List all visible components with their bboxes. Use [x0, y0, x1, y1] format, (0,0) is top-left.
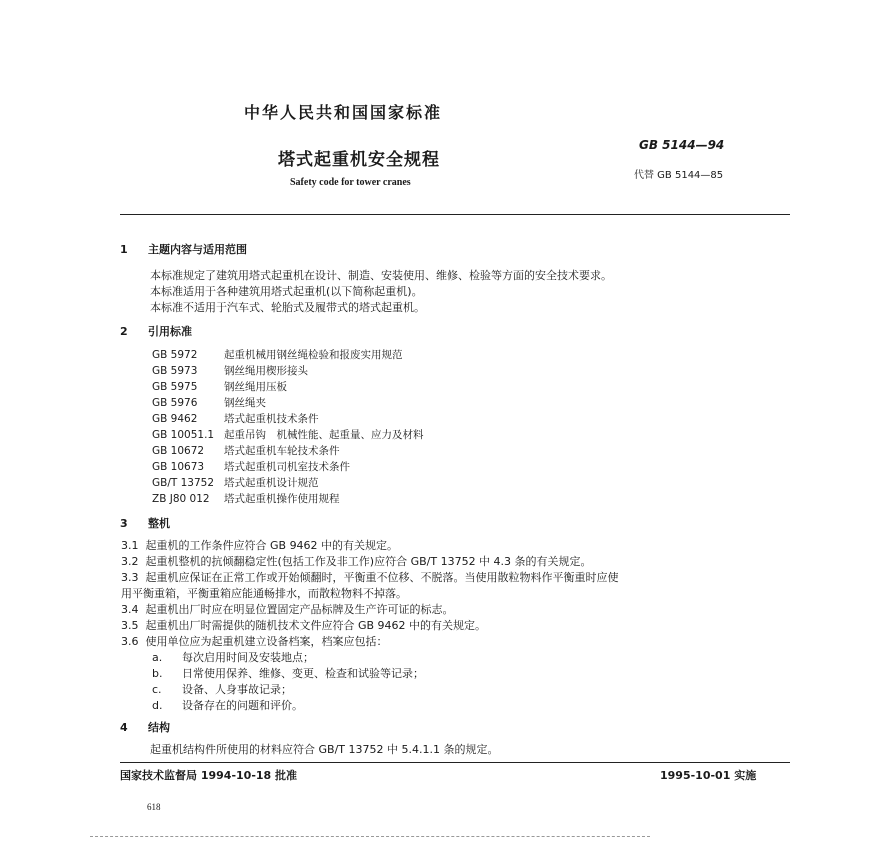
- clause-number: 3.4: [121, 603, 139, 616]
- clause: [121, 601, 454, 617]
- reference-title: 塔式起重机设计规范: [224, 477, 319, 489]
- clause-text: 起重机整机的抗倾翻稳定性(包括工作及非工作)应符合 GB/T 13752 中 4.3 条的有关规定。: [145, 555, 592, 568]
- reference-title: 塔式起重机车轮技术条件: [224, 445, 340, 457]
- reference-title: 钢丝绳夹: [224, 397, 266, 409]
- section-3-heading: [120, 515, 170, 531]
- paragraph: 本标准规定了建筑用塔式起重机在设计、制造、安装使用、维修、检验等方面的安全技术要求。: [150, 269, 612, 282]
- section-number: 4: [120, 721, 128, 734]
- list-item: [152, 649, 314, 665]
- list-item-label: b.: [152, 667, 163, 680]
- list-item-label: a.: [152, 651, 163, 664]
- reference-code: GB/T 13752: [152, 477, 215, 489]
- list-item: [152, 665, 424, 681]
- reference-item: [152, 363, 308, 378]
- reference-title: 起重吊钩 机械性能、起重量、应力及材料: [224, 429, 424, 441]
- paragraph: 起重机结构件所使用的材料应符合 GB/T 13752 中 5.4.1.1 条的规定。: [150, 743, 499, 756]
- clause: [121, 633, 388, 649]
- section-4-heading: [120, 719, 170, 735]
- reference-item: [152, 379, 287, 394]
- reference-code: GB 5972: [152, 349, 198, 361]
- clause-number: 3.5: [121, 619, 139, 632]
- document-subtitle: Safety code for tower cranes: [290, 177, 411, 188]
- standard-code: GB 5144—94: [639, 138, 725, 152]
- clause-number: 3.2: [121, 555, 139, 568]
- reference-title: 钢丝绳用楔形接头: [224, 365, 308, 377]
- clause-continuation: 用平衡重箱，平衡重箱应能通畅排水，而散粒物料不掉落。: [121, 587, 407, 600]
- clause: [121, 617, 486, 633]
- page-number: 618: [147, 802, 161, 812]
- list-item-text: 每次启用时间及安装地点；: [182, 651, 314, 664]
- reference-item: [152, 347, 403, 362]
- reference-code: ZB J80 012: [152, 493, 210, 505]
- clause: [121, 537, 398, 553]
- reference-item: [152, 491, 340, 506]
- reference-code: GB 5975: [152, 381, 198, 393]
- replaces-note: 代替 GB 5144—85: [634, 170, 724, 181]
- reference-title: 塔式起重机技术条件: [224, 413, 319, 425]
- clause: [121, 553, 592, 569]
- national-standard-heading: 中华人民共和国国家标准: [244, 103, 443, 122]
- section-title: 主题内容与适用范围: [148, 243, 247, 256]
- document-title: 塔式起重机安全规程: [278, 150, 440, 170]
- reference-item: [152, 395, 266, 410]
- reference-title: 塔式起重机操作使用规程: [224, 493, 340, 505]
- reference-title: 起重机械用钢丝绳检验和报废实用规范: [224, 349, 403, 361]
- footer-rule: [120, 762, 790, 763]
- reference-title: 钢丝绳用压板: [224, 381, 287, 393]
- clause-number: 3.1: [121, 539, 139, 552]
- scan-artifact-line: [90, 836, 650, 837]
- list-item-text: 设备存在的问题和评价。: [182, 699, 303, 712]
- clause-text: 起重机应保证在正常工作或开始倾翻时，平衡重不位移、不脱落。当使用散粒物料作平衡重时应使: [145, 571, 619, 584]
- reference-code: GB 10051.1: [152, 429, 215, 441]
- reference-item: [152, 475, 319, 490]
- clause-number: 3.6: [121, 635, 139, 648]
- reference-code: GB 10673: [152, 461, 205, 473]
- section-title: 整机: [148, 517, 170, 530]
- section-2-heading: [120, 323, 192, 339]
- clause-number: 3.3: [121, 571, 139, 584]
- list-item-text: 日常使用保养、维修、变更、检查和试验等记录；: [182, 667, 424, 680]
- paragraph: 本标准适用于各种建筑用塔式起重机(以下简称起重机)。: [150, 285, 423, 298]
- list-item: [152, 697, 303, 713]
- section-1-heading: [120, 241, 247, 257]
- section-number: 2: [120, 325, 128, 338]
- clause-text: 起重机出厂时需提供的随机技术文件应符合 GB 9462 中的有关规定。: [145, 619, 487, 632]
- approval-note: 国家技术监督局 1994-10-18 批准: [120, 769, 298, 782]
- clause-text: 起重机的工作条件应符合 GB 9462 中的有关规定。: [145, 539, 399, 552]
- section-title: 结构: [148, 721, 170, 734]
- list-item-label: c.: [152, 683, 162, 696]
- list-item-text: 设备、人身事故记录；: [182, 683, 292, 696]
- reference-item: [152, 411, 319, 426]
- section-number: 1: [120, 243, 128, 256]
- reference-code: GB 5973: [152, 365, 198, 377]
- effective-date: 1995-10-01 实施: [660, 769, 757, 782]
- reference-item: [152, 427, 424, 442]
- reference-item: [152, 443, 340, 458]
- clause-text: 起重机出厂时应在明显位置固定产品标牌及生产许可证的标志。: [145, 603, 454, 616]
- header-rule: [120, 214, 790, 215]
- reference-title: 塔式起重机司机室技术条件: [224, 461, 350, 473]
- list-item-label: d.: [152, 699, 163, 712]
- reference-code: GB 10672: [152, 445, 205, 457]
- section-title: 引用标准: [148, 325, 192, 338]
- clause: [121, 569, 619, 585]
- section-number: 3: [120, 517, 128, 530]
- reference-code: GB 5976: [152, 397, 198, 409]
- paragraph: 本标准不适用于汽车式、轮胎式及履带式的塔式起重机。: [150, 301, 425, 314]
- clause-text: 使用单位应为起重机建立设备档案，档案应包括：: [145, 635, 388, 648]
- list-item: [152, 681, 292, 697]
- reference-code: GB 9462: [152, 413, 198, 425]
- reference-item: [152, 459, 350, 474]
